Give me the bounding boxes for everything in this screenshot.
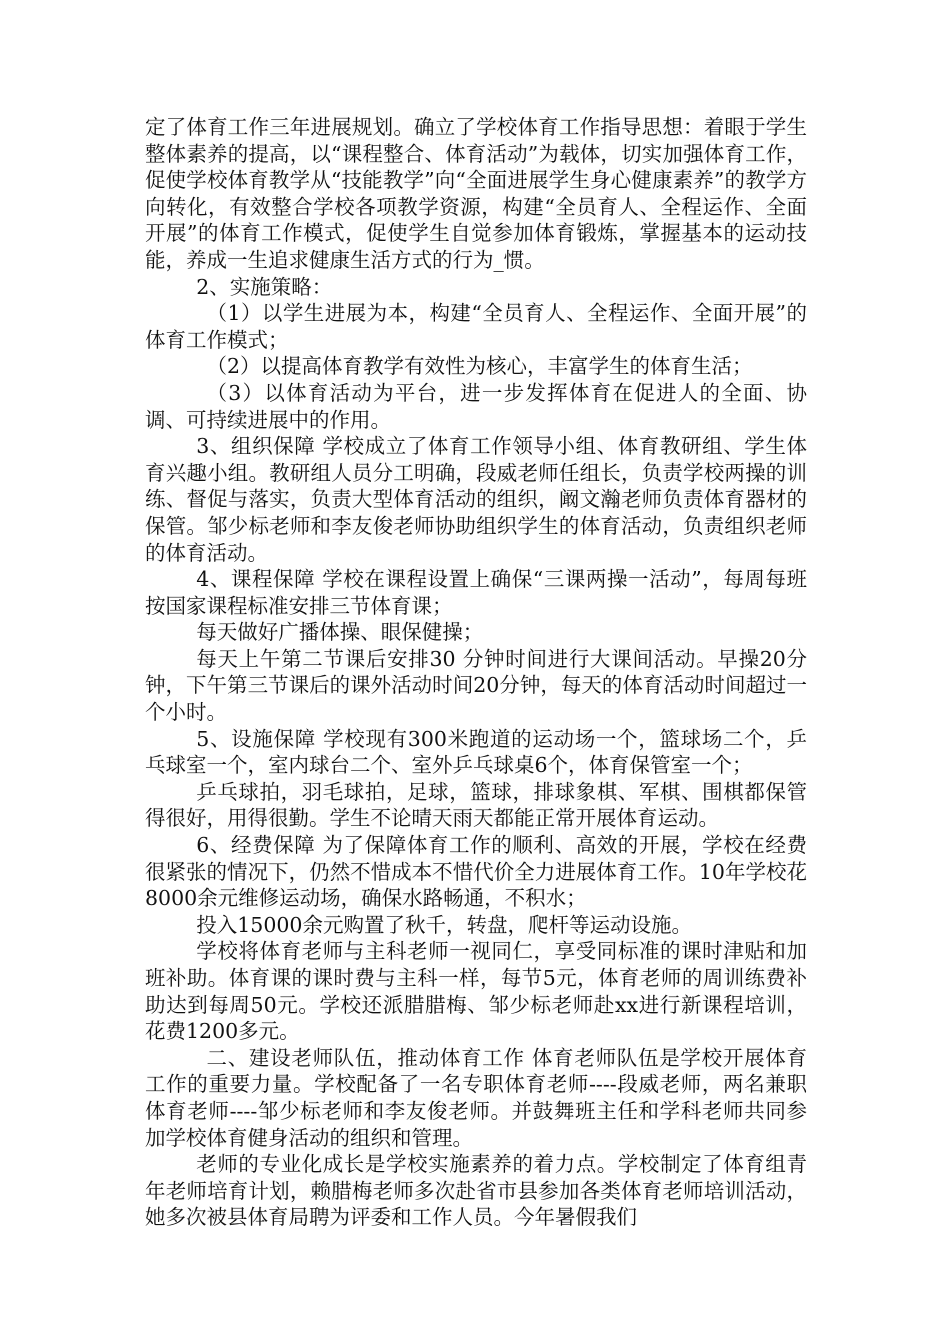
document-body: [145, 114, 807, 1231]
paragraph-organization: 3、组织保障 学校成立了体育工作领导小组、体育教研组、学生体育兴趣小组。教研组人员分工明确，段威老师任组长，负责学校两操的训练、督促与落实，负责大型体育活动的组织，阚文瀚老师负责体育器材的保管。邹少标老师和李友俊老师协助组织学生的体育活动，负责组织老师的体育活动。: [145, 434, 807, 565]
paragraph-curriculum: 4、课程保障 学校在课程设置上确保“三课两操一活动”，每周每班按国家课程标准安排三节体育课；: [145, 567, 807, 618]
paragraph-strategy-heading: 2、实施策略：: [196, 274, 333, 299]
paragraph-teacher-subsidy: 学校将体育老师与主科老师一视同仁，享受同标准的课时津贴和加班补助。体育课的课时费与主科一样，每节5元，体育老师的周训练费补助达到每周50元。学校还派腊腊梅、邹少标老师赴xx进行新课程培训，花费1200多元。: [145, 939, 807, 1044]
paragraph-strategy-2: （2）以提高体育教学有效性为核心，丰富学生的体育生活；: [206, 354, 753, 379]
paragraph-recess-activity: 每天上午第二节课后安排30 分钟时间进行大课间活动。早操20分钟，下午第三节课后的课外活动时间20分钟，每天的体育活动时间超过一个小时。: [145, 646, 807, 725]
paragraph-funding: 6、经费保障 为了保障体育工作的顺利、高效的开展，学校在经费很紧张的情况下，仍然不惜成本不惜代价全力进展体育工作。10年学校花8000余元维修运动场，确保水路畅通，不积水；: [145, 833, 807, 911]
paragraph-teacher-team: 二、建设老师队伍，推动体育工作 体育老师队伍是学校开展体育工作的重要力量。学校配备了一名专职体育老师----段威老师，两名兼职体育老师----邹少标老师和李友俊老师。并鼓舞班主任和学科老师共同参加学校体育健身活动的组织和管理。: [145, 1045, 807, 1150]
paragraph-investment: 投入15000余元购置了秋千，转盘，爬杆等运动设施。: [196, 912, 692, 937]
paragraph-strategy-1: （1）以学生进展为本，构建“全员育人、全程运作、全面开展”的体育工作模式；: [145, 301, 807, 352]
paragraph-facilities: 5、设施保障 学校现有300米跑道的运动场一个，篮球场二个，乒乓球室一个，室内球台二个、室外乒乓球桌6个，体育保管室一个；: [145, 726, 807, 778]
paragraph-daily-exercise: 每天做好广播体操、眼保健操；: [196, 620, 484, 645]
paragraph-equipment: 乒乓球拍，羽毛球拍，足球，篮球，排球象棋、军棋、围棋都保管得很好，用得很勤。学生不论晴天雨天都能正常开展体育运动。: [145, 779, 807, 831]
paragraph-strategy-3: （3）以体育活动为平台，进一步发挥体育在促进人的全面、协调、可持续进展中的作用。: [145, 380, 807, 432]
paragraph-professional-growth: 老师的专业化成长是学校实施素养的着力点。学校制定了体育组青年老师培育计划，赖腊梅老师多次赴省市县参加各类体育老师培训活动，她多次被县体育局聘为评委和工作人员。今年暑假我们: [145, 1152, 807, 1230]
paragraph-guiding-ideology: 定了体育工作三年进展规划。确立了学校体育工作指导思想：着眼于学生整体素养的提高，以“课程整合、体育活动”为载体，切实加强体育工作，促使学校体育教学从“技能教学”向“全面进展学生身心健康素养”的教学方向转化，有效整合学校各项教学资源，构建“全员育人、全程运作、全面开展”的体育工作模式，促使学生自觉参加体育锻炼，掌握基本的运动技能，养成一生追求健康生活方式的行为_惯。: [145, 115, 807, 272]
